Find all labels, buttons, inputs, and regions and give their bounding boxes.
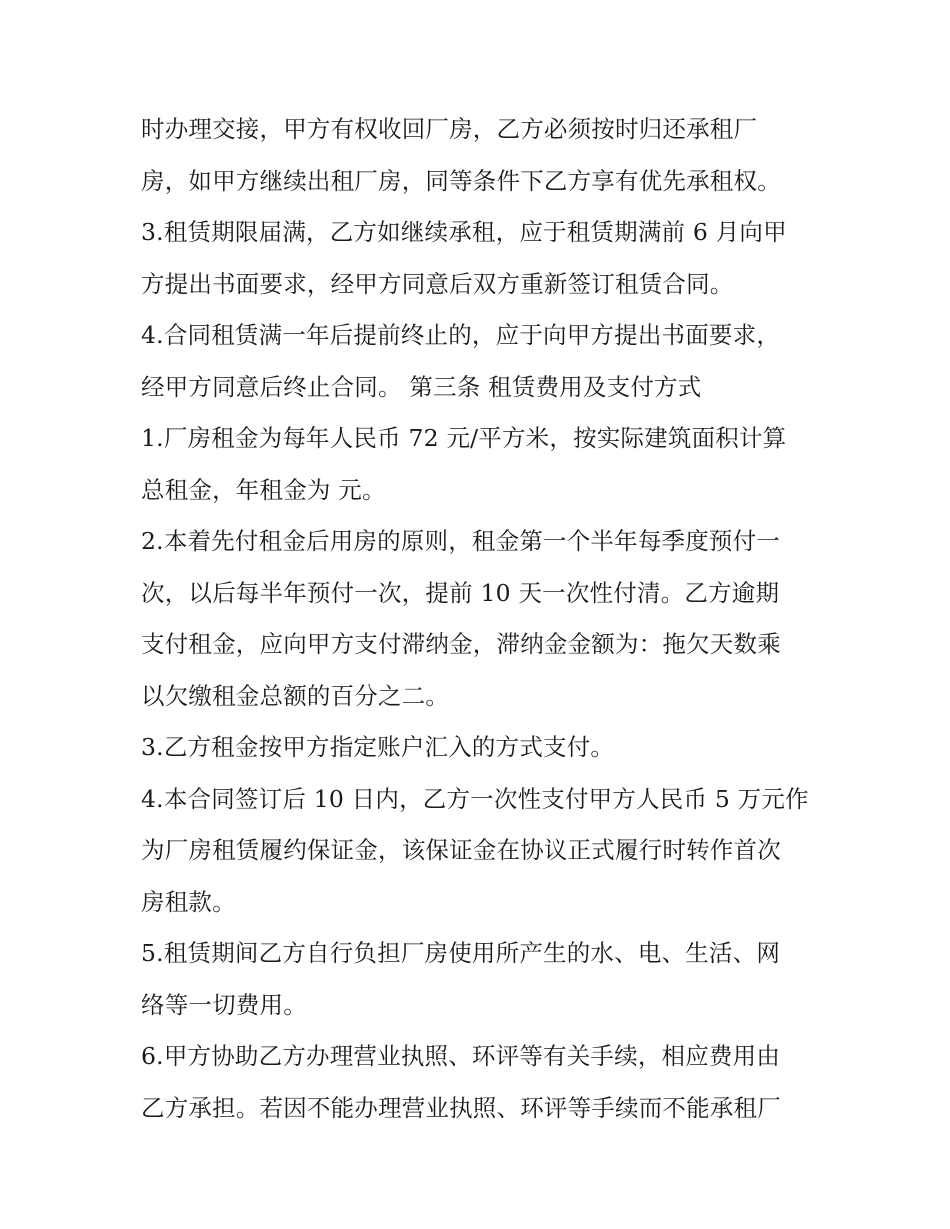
text-line: 3.乙方租金按甲方指定账户汇入的方式支付。 (141, 733, 615, 761)
text-line: 以欠缴租金总额的百分之二。 (141, 681, 450, 710)
text-line: 方提出书面要求，经甲方同意后双方重新签订租赁合同。 (141, 269, 734, 298)
text-line: 4.合同租赁满一年后提前终止的，应于向甲方提出书面要求， (141, 321, 781, 349)
document-body (141, 104, 821, 1134)
text-line: 乙方承担。若因不能办理营业执照、环评等手续而不能承租厂 (141, 1093, 781, 1122)
text-line: 3.租赁期限届满，乙方如继续承租，应于租赁期满前 6 月向甲 (141, 218, 787, 246)
text-line: 1.厂房租金为每年人民币 72 元/平方米，按实际建筑面积计算 (141, 424, 787, 452)
text-line: 支付租金，应向甲方支付滞纳金，滞纳金金额为：拖欠天数乘 (141, 630, 781, 658)
text-line: 为厂房租赁履约保证金，该保证金在协议正式履行时转作首次 (141, 836, 781, 864)
text-line: 经甲方同意后终止合同。 第三条 租赁费用及支付方式 (141, 372, 702, 401)
text-line: 络等一切费用。 (141, 990, 307, 1019)
text-line: 2.本着先付租金后用房的原则，租金第一个半年每季度预付一 (141, 527, 781, 555)
text-line: 总租金，年租金为 元。 (141, 475, 386, 504)
text-line: 时办理交接，甲方有权收回厂房，乙方必须按时归还承租厂 (141, 115, 758, 143)
text-line: 4.本合同签订后 10 日内，乙方一次性支付甲方人民币 5 万元作 (141, 784, 809, 813)
text-line: 次，以后每半年预付一次，提前 10 天一次性付清。乙方逾期 (141, 578, 780, 607)
text-line: 房租款。 (141, 887, 236, 916)
text-line: 5.租赁期间乙方自行负担厂房使用所产生的水、电、生活、网 (141, 939, 781, 967)
text-line: 房，如甲方继续出租厂房，同等条件下乙方享有优先承租权。 (141, 166, 781, 195)
text-line: 6.甲方协助乙方办理营业执照、环评等有关手续，相应费用由 (141, 1042, 781, 1070)
